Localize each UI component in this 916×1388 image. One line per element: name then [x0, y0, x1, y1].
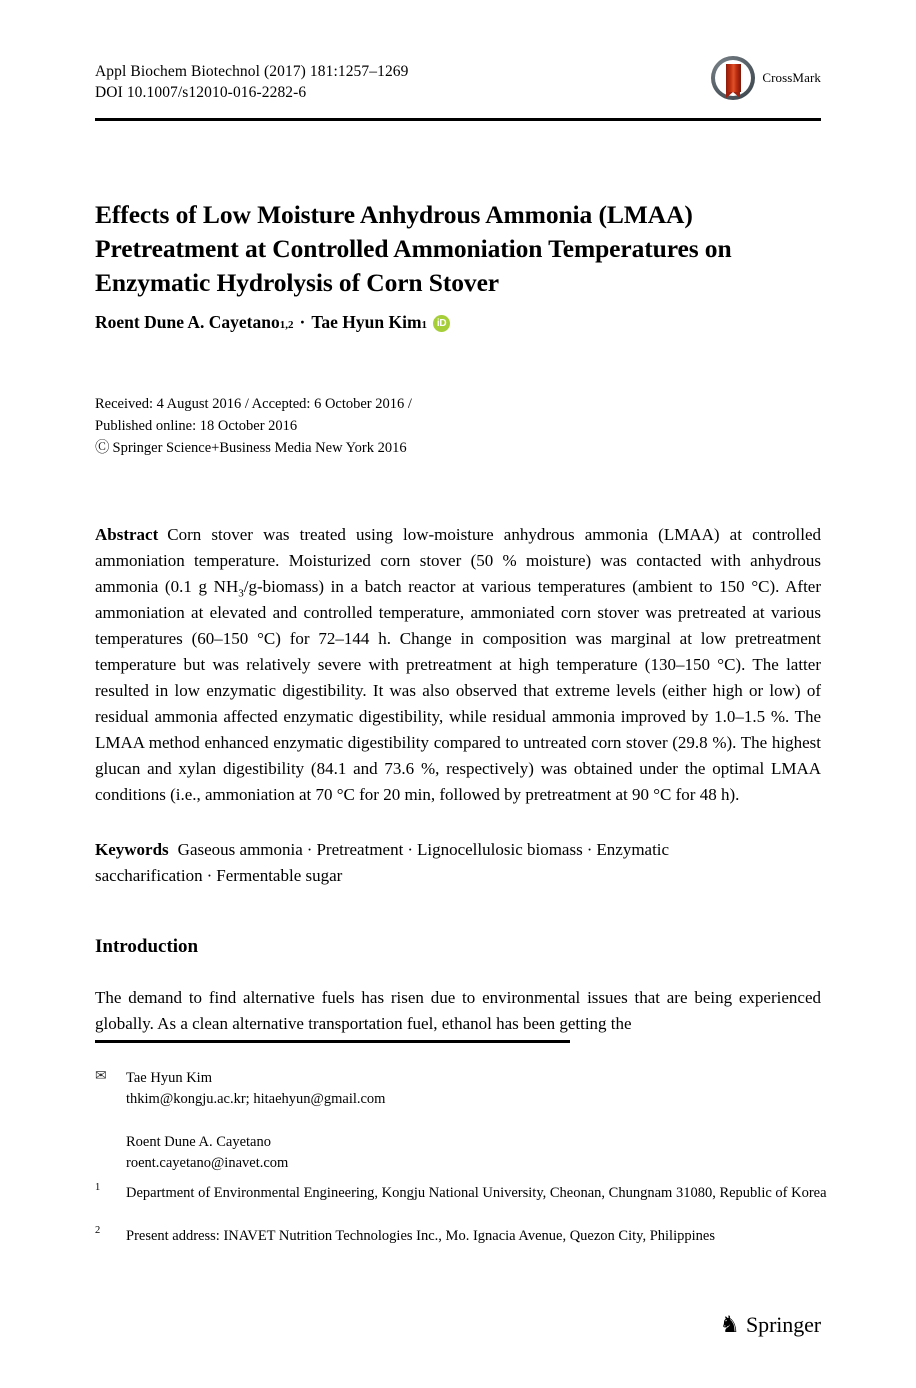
keyword-item[interactable]: Lignocellulosic biomass	[416, 840, 583, 859]
abstract-subscript: 3	[238, 587, 244, 600]
corresponding-author-details	[126, 1068, 385, 1111]
envelope-icon: ✉	[95, 1069, 107, 1084]
header-divider	[95, 118, 821, 121]
abstract-text-part2: /g-biomass) in a batch reactor at various temperatures (ambient to 150 °C). After ammoniation at elevated and controlled temperature, ammoniated corn stover was pretreated at various temperatures (60–150 °C) for 72–144 h. Change in composition was marginal at low pretreatment temperature but was relatively severe with pretreatment at high temperature (130–150 °C). The latter resulted in low enzymatic digestibility. It was also observed that extreme levels (either high or low) of residual ammonia affected enzymatic digestibility, while residual ammonia improved by 1.0–1.5 %. The LMAA method enhanced enzymatic digestibility compared to untreated corn stover (29.8 %). The highest glucan and xylan digestibility (84.1 and 73.6 %, respectively) was obtained under the optimal LMAA conditions (i.e., ammoniation at 70 °C for 20 min, followed by pretreatment at 90 °C for 48 h).	[95, 577, 821, 804]
affiliation-list	[95, 1183, 835, 1269]
abstract-label: Abstract	[95, 525, 159, 544]
author-list: Roent Dune A. Cayetano 1,2 · Tae Hyun Kim 1 iD	[95, 312, 450, 334]
section-heading-introduction: Introduction	[95, 935, 199, 957]
knight-icon: ♞	[719, 1311, 741, 1337]
corresponding-author-name: Tae Hyun Kim	[126, 1070, 212, 1086]
coauthor-email[interactable]: roent.cayetano@inavet.com	[126, 1155, 289, 1172]
introduction-paragraph: The demand to find alternative fuels has risen due to environmental issues that are being experienced globally. As a clean alternative transportation fuel, ethanol has been getting the	[95, 988, 821, 1033]
keywords	[95, 837, 775, 889]
keywords-label: Keywords	[95, 840, 169, 859]
journal-citation: Appl Biochem Biotechnol (2017) 181:1257–1269	[95, 63, 409, 80]
received-accepted-line: Received: 4 August 2016 / Accepted: 6 October 2016 /	[95, 396, 412, 412]
abstract-text-part1: Corn stover was treated using low-moisture anhydrous ammonia (LMAA) at controlled ammoniation temperature. Moisturized corn stover (50 % moisture) was contacted with anhydrous ammonia (0.1 g NH	[95, 525, 821, 596]
article-title: Effects of Low Moisture Anhydrous Ammonia (LMAA) Pretreatment at Controlled Ammoniation Temperatures on Enzymatic Hydrolysis of Corn Stover	[95, 200, 732, 298]
author-name-1[interactable]: Roent Dune A. Cayetano	[95, 312, 280, 332]
publisher-logo	[719, 1312, 821, 1338]
keyword-separator: ·	[586, 840, 593, 859]
publisher-name: Springer	[746, 1312, 821, 1337]
author-name-2[interactable]: Tae Hyun Kim	[311, 312, 422, 332]
keyword-item[interactable]: Enzymatic saccharification	[95, 840, 670, 885]
affiliation-number: 1	[95, 1182, 101, 1193]
orcid-icon[interactable]: iD	[433, 315, 450, 332]
journal-doi: DOI 10.1007/s12010-016-2282-6	[95, 83, 307, 101]
copyright-text: Springer Science+Business Media New York 2016	[112, 439, 407, 456]
keyword-item[interactable]: Fermentable sugar	[216, 866, 343, 885]
crossmark-badge[interactable]	[711, 56, 821, 100]
affiliation-item	[95, 1226, 835, 1247]
abstract	[95, 522, 821, 808]
affiliation-text: Present address: INAVET Nutrition Technologies Inc., Mo. Ignacia Avenue, Quezon City, Philippines	[126, 1228, 715, 1245]
copyright-icon: Ⓒ	[95, 439, 110, 456]
keyword-separator: ·	[407, 840, 413, 859]
keyword-item[interactable]: Gaseous ammonia	[177, 840, 303, 859]
author-separator: ·	[299, 312, 306, 332]
journal-reference	[95, 62, 409, 103]
keyword-item[interactable]: Pretreatment	[316, 840, 404, 859]
footnote-divider	[95, 1040, 570, 1043]
keyword-separator: ·	[306, 840, 313, 859]
crossmark-icon	[711, 56, 755, 100]
coauthor-contact	[95, 1132, 695, 1175]
keyword-separator: ·	[206, 866, 213, 885]
copyright-line	[95, 438, 412, 460]
publication-dates	[95, 394, 412, 459]
correspondence-block	[95, 1068, 695, 1175]
affiliation-text: Department of Environmental Engineering, Kongju National University, Cheonan, Chungnam 31080, Republic of Korea	[126, 1185, 827, 1201]
coauthor-name: Roent Dune A. Cayetano	[126, 1133, 271, 1150]
corresponding-author-emails[interactable]: thkim@kongju.ac.kr; hitaehyun@gmail.com	[126, 1091, 386, 1108]
crossmark-book-shape	[726, 64, 741, 92]
corresponding-author	[95, 1068, 695, 1111]
affiliation-item	[95, 1183, 835, 1204]
published-online-line: Published online: 18 October 2016	[95, 417, 298, 434]
page-header	[95, 62, 821, 103]
affiliation-number: 2	[95, 1225, 101, 1237]
crossmark-label: CrossMark	[762, 70, 821, 85]
